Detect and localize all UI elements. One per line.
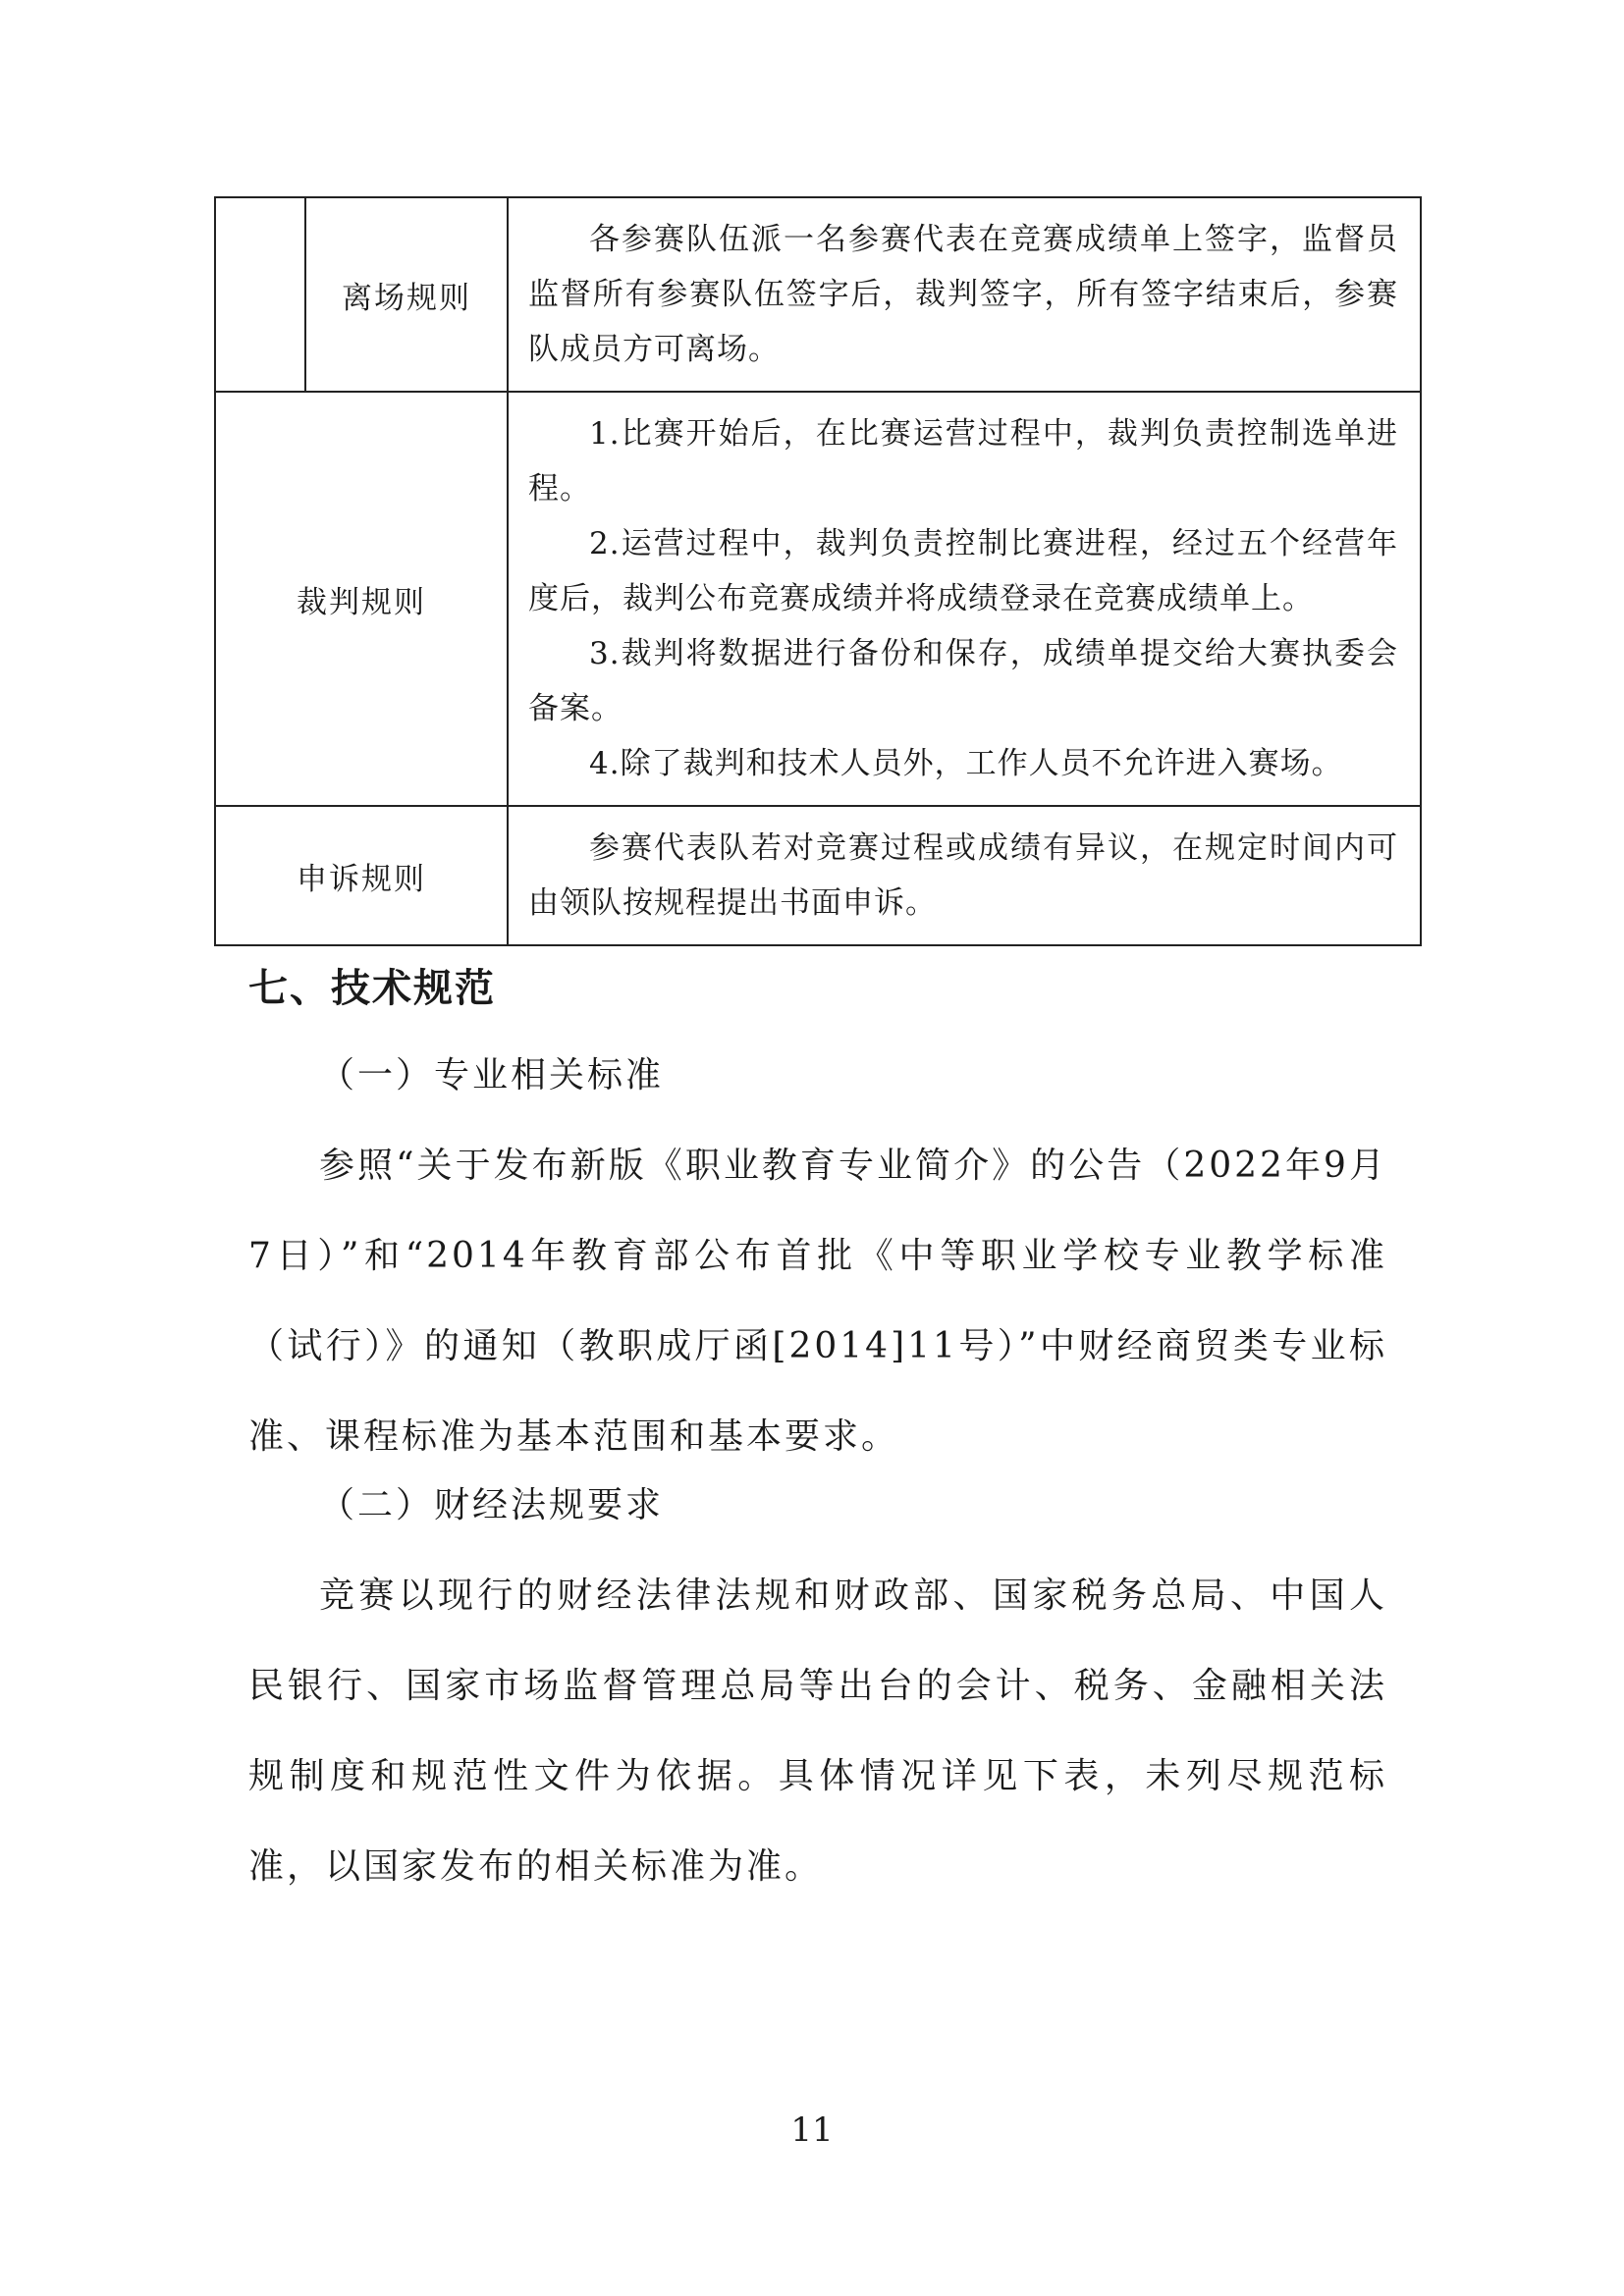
rule-paragraph: 3.裁判将数据进行备份和保存，成绩单提交给大赛执委会备案。 bbox=[528, 636, 1398, 726]
section-heading: 七、技术规范 bbox=[248, 966, 496, 1011]
row-content-referee bbox=[508, 392, 1421, 806]
row-label-departure: 离场规则 bbox=[305, 197, 508, 392]
rule-paragraph: 4.除了裁判和技术人员外，工作人员不允许进入赛场。 bbox=[589, 746, 1343, 781]
row-content-departure bbox=[508, 197, 1421, 392]
subsection-heading-regulations: （二）财经法规要求 bbox=[319, 1485, 665, 1525]
table-row-departure bbox=[215, 197, 1421, 392]
page-number: 11 bbox=[790, 2110, 834, 2150]
subsection-heading-standards: （一）专业相关标准 bbox=[319, 1055, 665, 1095]
rule-paragraph: 各参赛队伍派一名参赛代表在竞赛成绩单上签字，监督员监督所有参赛队伍签字后，裁判签字，所有签字结束后，参赛队成员方可离场。 bbox=[528, 222, 1398, 367]
row-content-appeal bbox=[508, 806, 1421, 945]
rule-paragraph: 1.比赛开始后，在比赛运营过程中，裁判负责控制选单进程。 bbox=[528, 416, 1398, 507]
rules-table bbox=[214, 196, 1422, 946]
row-label-appeal: 申诉规则 bbox=[215, 806, 508, 945]
row-label-referee: 裁判规则 bbox=[215, 392, 508, 806]
table-cell-empty bbox=[215, 197, 305, 392]
rule-paragraph: 参赛代表队若对竞赛过程或成绩有异议，在规定时间内可由领队按规程提出书面申诉。 bbox=[528, 830, 1398, 921]
table-row-appeal bbox=[215, 806, 1421, 945]
table-row-referee bbox=[215, 392, 1421, 806]
rule-paragraph: 2.运营过程中，裁判负责控制比赛进程，经过五个经营年度后，裁判公布竞赛成绩并将成绩登录在竞赛成绩单上。 bbox=[528, 526, 1398, 616]
paragraph-regulations: 竞赛以现行的财经法律法规和财政部、国家税务总局、中国人民银行、国家市场监督管理总局等出台的会计、税务、金融相关法规制度和规范性文件为依据。具体情况详见下表，未列尽规范标准，以国家发布的相关标准为准。 bbox=[248, 1575, 1387, 1887]
paragraph-standards: 参照“关于发布新版《职业教育专业简介》的公告（2022年9月7日）”和“2014年教育部公布首批《中等职业学校专业教学标准（试行）》的通知（教职成厅函[2014]11号）”中财经商贸类专业标准、课程标准为基本范围和基本要求。 bbox=[248, 1146, 1387, 1457]
